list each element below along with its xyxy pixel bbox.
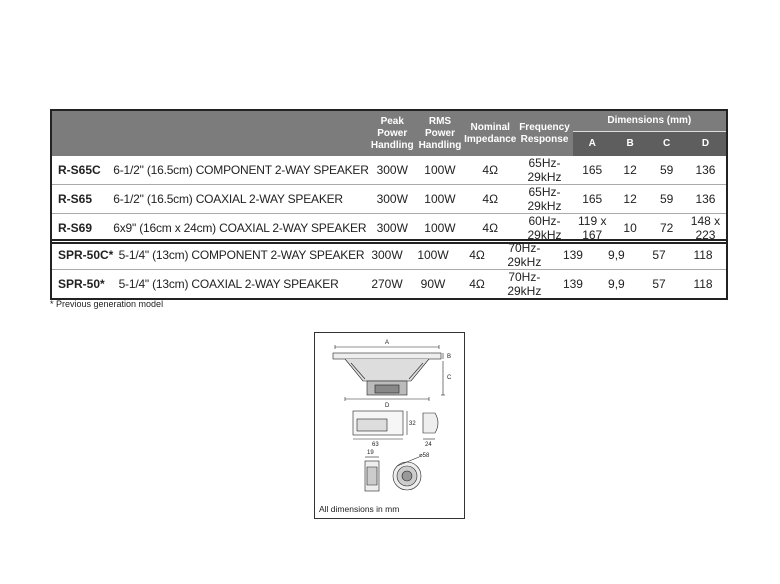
dim-b-cell: 9,9	[608, 248, 625, 262]
dim-b-cell: 12	[612, 185, 649, 214]
impedance-cell: 4Ω	[464, 214, 516, 244]
header-peak-power: Peak Power Handling	[369, 110, 416, 156]
model-name: SPR-50C*	[58, 248, 114, 262]
dim-a-cell: 119 x 167	[573, 214, 612, 244]
footnote: * Previous generation model	[50, 299, 164, 309]
model-name: R-S65	[51, 185, 109, 214]
peak-power-cell: 300W	[369, 185, 416, 214]
header-rms-power: RMS Power Handling	[416, 110, 464, 156]
dim-label-63: 63	[372, 442, 379, 448]
frequency-cell: 70Hz-29kHz	[498, 270, 551, 300]
spec-table-previous	[50, 239, 728, 300]
dim-d-cell: 136	[695, 163, 716, 177]
dim-a-cell: 139	[562, 248, 583, 262]
model-description: 6-1/2" (16.5cm) COMPONENT 2-WAY SPEAKER	[113, 163, 369, 177]
dim-c-cell: 59	[648, 185, 685, 214]
peak-power-cell: 300W	[371, 248, 403, 262]
dim-d-cell: 118	[693, 248, 713, 262]
dim-b-cell: 9,9	[595, 270, 638, 300]
dim-d-cell: 148 x 223	[685, 214, 727, 244]
dim-b-cell: 10	[612, 214, 649, 244]
rms-power-cell: 90W	[410, 270, 457, 300]
table-body-current	[51, 156, 727, 243]
impedance-cell: 4Ω	[469, 248, 485, 262]
dim-a-cell: 165	[582, 163, 603, 177]
peak-power-cell: 300W	[376, 163, 408, 177]
model-description: 6-1/2" (16.5cm) COAXIAL 2-WAY SPEAKER	[109, 185, 368, 214]
frequency-cell: 70Hz-29kHz	[507, 241, 542, 269]
dim-b-cell: 12	[623, 163, 637, 177]
dim-c-cell: 72	[648, 214, 685, 244]
table-row	[51, 240, 727, 270]
header-frequency: Frequency Response	[516, 110, 572, 156]
dim-c-cell: 57	[638, 270, 680, 300]
header-dim-a: A	[573, 132, 612, 157]
header-dimensions: Dimensions (mm)	[573, 110, 727, 132]
impedance-cell: 4Ω	[482, 163, 499, 177]
model-name: SPR-50*	[51, 270, 115, 300]
dim-label-58: ⌀58	[419, 453, 430, 459]
dim-label-24: 24	[425, 442, 432, 448]
rms-power-cell: 100W	[416, 214, 464, 244]
dim-label-19: 19	[367, 450, 374, 456]
dim-label-c: C	[447, 375, 452, 381]
table-row	[51, 156, 727, 185]
dim-d-cell: 136	[685, 185, 727, 214]
rms-power-cell: 100W	[416, 185, 464, 214]
peak-power-cell: 300W	[369, 214, 416, 244]
dim-label-b: B	[447, 354, 452, 360]
dim-a-cell: 165	[573, 185, 612, 214]
model-name: R-S65C	[58, 163, 101, 177]
table-row	[51, 270, 727, 300]
header-dim-b: B	[612, 132, 649, 157]
dim-label-d: D	[385, 403, 390, 409]
dim-c-cell: 59	[659, 163, 674, 177]
spec-table-current	[50, 109, 728, 244]
model-description: 5-1/4" (13cm) COMPONENT 2-WAY SPEAKER	[118, 248, 365, 262]
dimension-diagram	[314, 332, 465, 519]
dim-a-cell: 139	[551, 270, 595, 300]
model-name: R-S69	[51, 214, 109, 244]
frequency-cell: 60Hz-29kHz	[516, 214, 572, 244]
frequency-cell: 65Hz-29kHz	[527, 156, 562, 184]
dim-label-32: 32	[409, 421, 416, 427]
header-dim-d: D	[685, 132, 727, 157]
rms-power-cell: 100W	[424, 163, 456, 177]
speaker-dimension-drawing	[315, 333, 464, 518]
header-blank	[51, 110, 369, 156]
model-description: 6x9" (16cm x 24cm) COAXIAL 2-WAY SPEAKER	[109, 214, 368, 244]
dim-d-cell: 118	[680, 270, 727, 300]
dim-c-cell: 57	[652, 248, 666, 262]
impedance-cell: 4Ω	[456, 270, 497, 300]
rms-power-cell: 100W	[417, 248, 449, 262]
header-dim-c: C	[648, 132, 685, 157]
frequency-cell: 65Hz-29kHz	[516, 185, 572, 214]
table-body-previous	[51, 240, 727, 299]
impedance-cell: 4Ω	[464, 185, 516, 214]
dim-label-a: A	[385, 340, 390, 346]
model-description: 5-1/4" (13cm) COAXIAL 2-WAY SPEAKER	[115, 270, 365, 300]
table-row	[51, 185, 727, 214]
diagram-caption: All dimensions in mm	[319, 504, 400, 514]
peak-power-cell: 270W	[364, 270, 409, 300]
header-impedance: Nominal Impedance	[464, 110, 516, 156]
